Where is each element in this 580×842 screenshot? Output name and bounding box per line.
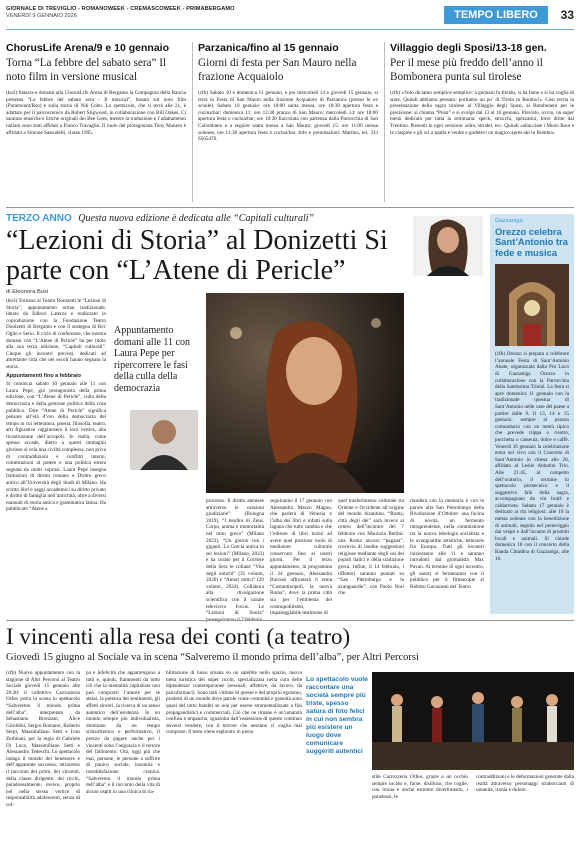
column-divider [192,42,193,202]
article-byline: di Eleonora Busi [6,289,49,295]
pull-quote-2: Lo spettacolo vuole raccontare una società sempre più triste, spesso satura di foto felici in cui non sembra più esistere un luogo dove comunicare suggeriti autentici [306,676,368,755]
brief-body: (cfb) «Volo diciamo semplice semplice: a gennaio fa freddo, si ha fame e si ha voglia di stare. Quindi abbiamo pensato: portiamo un po’ di Tirolo in Bombo!». Così recita la presentazione della sagra tirolese al Villaggio degli Sposi, al Bombonera per le precisione: si chiama “Prost” e si svolge dal 13 al 18 gennaio. Previsto, ovvio, un super menù dedicato per tutta la settimana: speck, strucchi, spezzatini, birre dritte dal Trentino. Presenti in ogni versione: sidro, strudel, ecc. Quindi «allacciate i Moon Boot e le ciaspole e gli sci a spalla e venite e godetevi un magico après-ski in Bombo». [390,90,574,136]
photo-woman-smiling [206,293,404,493]
article-column-2 [206,498,264,616]
photo-portrait-small-icon [130,410,198,470]
photo-church-interior [495,264,569,346]
column-text: Si comincia sabato 10 gennaio alle 11 con Laura Pepe, già protagonista della prima edizione, con “L’Atene di Pericle”, culla della democrazia e della gestione politica della cosa pubblica. Dire “Atene di Pericle” significa pensare all’età d’oro della democrazia del tempo in cui letteratura, poesia, filosofia, teatro, arti figurative raggiunsero il loro vertice, alla ricostruzione dell’acropoli. In realtà, come spesso accade, dietro a questi immagini gloriose si cela una civiltà complessa, non priva di contraddizioni e conflitti interni, contestazioni al potere e una politica estera segnata da molti soprusi. Laura Pepé insegna Istituzioni di diritto romano e Diritto greco antico all’Università degli Studi di Milano. Ha scritto libri e saggi accademici su diritto privato e diritto di famiglia nell’antichità, oltre a diversi manuali di storia antica e grammatica latina. Ha pubblicato “Atene a [6,381,106,513]
brief-subtitle: Giorni di festa per San Mauro nella frazione Acquaiolo [198,57,357,83]
kicker-label: TERZO ANNO [6,213,72,224]
photo-church-interior-icon [495,264,569,346]
article-headline: “Lezioni di Storia” al Donizetti Si parte con “L’Atene di Pericle” [6,225,388,286]
brief-parzanica [198,42,378,143]
article-column-3 [270,498,332,616]
article-subhead: Appuntamenti fino a febbraio [6,372,81,379]
brief-title: ChorusLife Arena/9 e 10 gennaio [6,42,169,54]
sidebar-body: (cfb) Orezzo si prepara a celebrare l’annuale Festa di Sant’Antonio Abate, organizzata dalla Pro Loco di Gazzaniga Orezzo in collaborazione con la Parrocchia della Santissima Trinità. La festa si apre domenica 11 gennaio con la tradizionale questua di Sant’Antonio nelle case del paese a partire dalle 9. Il 13, 14 e 15 gennaio, sempre al pranzo comunitario con un menù tipico che prevede trippa o risotto, porchetta o casseula, dolce e caffè. Venerdì 16 gennaio la celebrazione entra nel vivo con il Concerto di Sant’Antonio in chiesa alle 20, affidato al Leslie Abbatini Trio. Alle 21.45, al campetto dell’oratorio, il termine lo spettacolo pirotecnico e il suggestivo falò della sagra, accompagnato da vin brulè e caldarroste. Sabato 17 gennaio è dedicato ai riti religiosi: alle 10 la messa solenne con la benedizione di animali, seguita nel pomeriggio dai vespri e dall’incanto di prodotti locali e animali. Si chiude domenica 18 con il concerto della Banda Cittadina di Gazzaniga, alle 16. [495,351,569,562]
column-text: stile Carrozzeria Orfeo, grazie a un occhio sempre lucido e, forse, disilluso, che coglie, con ironia e anche estremo divertimento, i paradossi, le [372,774,468,800]
column-text: (cfb) Nuovo appuntamento con la stagione di Altri Percorsi al Teatro Sociale giovedì 15 gennaio alle 20:30: il collettivo Carrozzeria Orfeo porta in scena lo spettacolo “Salveremo il mondo prima dell’alba”, interpretato da Sebastiano Bronzato, Alice Giroldini, Sergio Romano, Roberto Serpi, Massimiliano Setti e Ivan Zerbinati, per la regia di Gabriele Di Luca, Massimiliano Setti e Alessandro Tedeschi. Lo spettacolo indaga il mondo del benessere e dell’apparente successo, attraverso il racconto dei primi, dei vincenti, della classe dirigente: dei ricchi, paradossalmente, invece, proprio nel nella stesso vertice di responsabilità adolescenti, senza di col- [6,670,80,808]
sidebar-tag: Gazzaniga [495,218,523,224]
article-column-4 [338,498,404,616]
column-text: rianderà con la memoria e con le parole alla San Pietroburgo della Rivoluzione d’Ottobre: una fucina di novità, un fermento intraprendente, nella commistione tra la nuova ideologia socialista e le avanguardie artistiche, letterarie fra Europa. Tutti gli incontri inizieranno alle 11 e saranno introdotti dal giornalista Max Pavan. Al termine di ogni incontro, gli autori si fermeranno con il pubblico per il firmacopie al Ridotto Gavazzeni del Teatro. [410,498,484,590]
page-number: 33 [560,8,574,22]
brief-villaggio [390,42,574,136]
article-column-1 [6,298,106,616]
brief-title: Parzanica/fino al 15 gennaio [198,42,339,54]
column-text: processo. Il diritto ateniese attraverso le orazioni giudiziarie” (Bologna 2019), “I tendini di Zeus. Corpo, anima e immortalità nel mito greco” (Milano 2023), “Un giorno con i giganti. La Grecia antica in sei lezioni” (Milano, 2023) e ha curato per il Corriere della Sera le collane “Vita degli antichi” (35 volumi, 2020) e “Amori mitici” (20 volumi, 2024). Collabora alla divulgazione scientifica con il canale televisivo Focus. Le “Lezioni di Storia” [206,498,264,617]
masthead-left [6,6,235,20]
photo-portrait-woman [413,216,483,276]
newspaper-name: GIORNALE DI TREVIGLIO - ROMANOWEEK - CREMASCOWEEK - PRIMABERGAMO [6,6,235,12]
column-text: pa e infelicità che appartengono a tutti e, quindi, frammenti da tutto ciò che la mentalità capitalista non può comprare: l’amore per se stessi, la potenza dei sentimenti, gli affetti sinceri, la ricerca di un senso autentico dell’esistenza. In un mondo sempre più individualista, dominato da un tempo schizofrenico e performativo, il prezzo da pagare anche per i vincenti sono l’angoscia e il terrore del fallimento. Ora, oggi più che mai, persone, le persone a soffrire di panico sociale, insonnia e insoddisfazione cronica. “Salveremo il mondo prima dell’alba” è il racconto della vita di alcuni ospiti in una clinica di ria- [86,670,160,795]
issue-date: VENERDÌ 9 GENNAIO 2026 [6,13,77,19]
section-rule [6,620,574,621]
column-text: seguiranno il 17 gennaio con Alessandro Mazzo Magno, che parlerà di Venezia e l’alba dei libri e infatti sulla laguna che tutto cambia e che l’editore di libri iniziò ad avere quel prezioso ruolo di mediatore culturale conservato fino ai nostri giorni. Per il terzo appuntamento, in programma il 24 gennaio, Alessandra Bucossi affronterà il tema “Costantinopoli, la nuova Roma”, dove la prima città sia per l’emblema del cosmopolitismo, impareggiabile testimone di [270,498,332,617]
masthead [6,4,574,30]
brief-subtitle: Torna “La febbre del sabato sera” Il noto film in versione musical [6,57,167,83]
article-column-5 [410,498,484,616]
photo-theatre-stage-icon [372,672,574,770]
sidebar-orezzo [490,214,574,614]
column-text: bilitazione di lusso situata su un satellite nello spazio, nuova meta turistica dei super ricchi, specializzata nella cura delle dipendenze contemporanee (sessuali, affettive, da lavoro, da psicofarmaci). Sono tutti vittime di queste e del proprio egoismo, prodotti di un mondo dove parole come comunità e gratuità sono quasi del tutto banditi se non per essere strumentalizzate a fini propagandistici e commerciali. Ciò che ne rimane è un’umanità confusa e impaurita, sguarnita dall’ossessione di questo continuo doversi vendere, con il terrore che nessuno ci voglia mai comprare. Il testo viene esplorato in pieno [166,670,302,736]
brief-body: (bo2) Stasera e domani alla ChorusLife Arena di Bergamo la Compagnia della Rancia presenta “La febbre del sabato sera - Il musical”, basato sul noto film (Paramount/Rso) e sulla storia di Nik Cohn. Lo spettacolo, che si terrà alle 21, è adattato per il palcoscenico da Robert Stigwood, in collaborazione con Bill Oakes. Ci saranno musiche e lirtche originali dei Bee Gees, mentre la traduzione e l’adattamento italiani sono stati affidati a Franco Travaglio. Il ruolo del protagonista Tony Manero è affidato a Simone Sassudelli, classe 1995. [6,90,186,136]
brief-choruslife [6,42,186,136]
brief-subtitle: Per il mese più freddo dell’anno il Bombonera punta sul tirolese [390,57,543,83]
photo-portrait-small [130,410,198,470]
article2-column-2 [86,670,160,838]
brief-body: (cfb) Sabato 10 e domenica 11 gennaio, e poi mercoledì 14 e giovedì 15 gennaio, si terrà la Festa di San Mauro nella frazione Acquaiolo di Parzanica (presso le ex scuole). Sabato 10 gennaio: ore 18:00 santa messa, ore 18:30 apertura festa e cucina/bar; domenica 11: ore 12:30 pranzo di San Mauro; mercoledì 14: ore 18:00 apertura festa e cucina/bar, ore 18:30 fiaccolata con partenza dalla Parrocchia di San Colombano e a seguire santa messa a San Mauro; giovedì 15: ore 11:00 messa solenne, ore 11:30 apertura festa e cucina/bar. Info e prenotazioni: Martina, tel. 333 6565470. [198,90,378,143]
column-text: contraddizioni e le deformazioni generate dalla realtà attraverso personaggi straboccanti di umanità, ironia e dolore. [476,774,574,794]
article-headline-2: I vincenti alla resa dei conti (a teatro) [6,624,351,649]
column-text: quel trasferimento culturale tra Oriente e Occidente all’origine del mondo bizantino. “Roma, città degli dei” sarà invece al centro dell’incontro del 7 febbraio con Maurizio Bettini: una Roma ancora “pagana”, crocevia di inedite suggestioni religiose mediante degli usi dei popoli italici e della tradizione greca. Infine, il 14 febbraio, i riflettori saranno puntati su “San Pietroburgo e le avanguardie”, con Paolo Nori che [338,498,404,597]
article-subtitle-2: Giovedì 15 giugno al Sociale va in scena “Salveremo il mondo prima dell’alba”, per Altri Percorsi [6,652,419,663]
kicker-subtitle: Questa nuova edizione è dedicata alle “Capitali culturali” [78,213,315,224]
article2-column-4 [372,774,468,838]
article-kicker [6,213,314,225]
article2-column-5 [476,774,574,838]
photo-portrait-woman-icon [413,216,483,276]
article2-column-3 [166,670,302,838]
pull-quote: Appuntamento domani alle 11 con Laura Pepe per ripercorrere le fasi della culla della democrazia [114,325,190,394]
section-label: TEMPO LIBERO [444,6,548,24]
photo-theatre-stage [372,672,574,770]
column-text: (bo3) Tornano al Teatro Donizetti le “Lezioni di Storia”, appuntamento ormai tradizionale, ideato da Editori Laterza e realizzato in coproduzione con la Fondazione Teatro Donizetti di Bergamo e con il sostegno di Bcc Oglio e Serio. Il ciclo di conferenze, che mostra domani con “L’Atene di Pericle” ha per titolo alla sua terza edizione, “Capitali culturali”. Cinque gli incontri previsti, dedicati ad altrettante città che nei secoli hanno segnato la storia. [6,298,106,370]
section-rule [6,207,574,208]
sidebar-headline: Orezzo celebra Sant’Antonio tra fede e musica [495,226,568,258]
brief-title: Villaggio degli Sposi/13-18 gen. [390,42,547,54]
column-divider [384,42,385,202]
photo-woman-smiling-icon [206,293,404,493]
article2-column-1 [6,670,80,838]
